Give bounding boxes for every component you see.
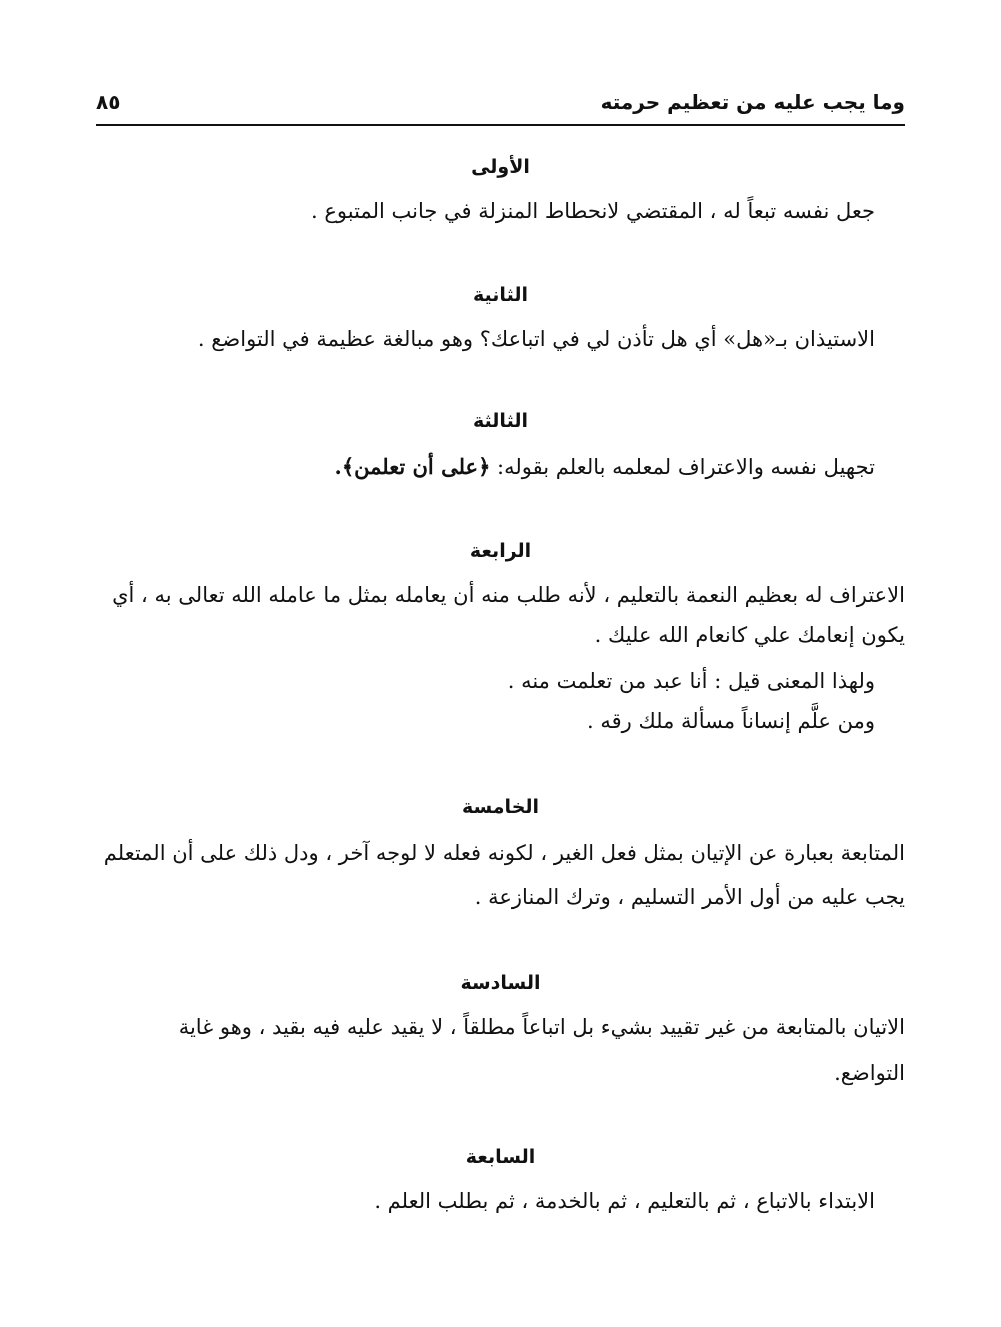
section-heading-3: الثالثة bbox=[473, 410, 528, 432]
section-4-line-2: يكون إنعامك علي كانعام الله عليك . bbox=[594, 623, 905, 647]
page-number: ٨٥ bbox=[96, 90, 121, 114]
section-2-line-1: الاستيذان بـ«هل» أي هل تأذن لي في اتباعك؟ وهو مبالغة عظيمة في التواضع . bbox=[197, 327, 875, 351]
section-4-line-1: الاعتراف له بعظيم النعمة بالتعليم ، لأنه طلب منه أن يعامله بمثل ما عامله الله تعالى به ، أي bbox=[112, 583, 905, 607]
section-6-line-1: الاتيان بالمتابعة من غير تقييد بشيء بل اتباعاً مطلقاً ، لا يقيد عليه فيه بقيد ، وهو غاية bbox=[178, 1015, 905, 1039]
section-4-line-3: ولهذا المعنى قيل : أنا عبد من تعلمت منه . bbox=[507, 669, 875, 693]
header-divider bbox=[96, 124, 905, 126]
running-header-title: وما يجب عليه من تعظيم حرمته bbox=[600, 90, 905, 114]
section-7-line-1: الابتداء بالاتباع ، ثم بالتعليم ، ثم بالخدمة ، ثم بطلب العلم . bbox=[374, 1189, 875, 1213]
section-heading-7: السابعة bbox=[465, 1146, 536, 1168]
section-5-line-1: المتابعة بعبارة عن الإتيان بمثل فعل الغير ، لكونه فعله لا لوجه آخر ، ودل ذلك على أن المتعلم bbox=[103, 841, 905, 865]
section-heading-6: السادسة bbox=[460, 972, 541, 994]
section-heading-5: الخامسة bbox=[461, 796, 540, 818]
section-6-line-2: التواضع. bbox=[834, 1061, 905, 1085]
section-3-line-1 bbox=[335, 446, 875, 488]
section-3-text: تجهيل نفسه والاعتراف لمعلمه بالعلم بقوله: bbox=[490, 455, 875, 479]
section-heading-4: الرابعة bbox=[469, 540, 532, 562]
quran-quote: ﴿على أن تعلمن﴾. bbox=[334, 454, 491, 479]
section-1-line-1: جعل نفسه تبعاً له ، المقتضي لانحطاط المنزلة في جانب المتبوع . bbox=[311, 199, 875, 223]
section-heading-2: الثانية bbox=[473, 284, 528, 306]
section-heading-1: الأولى bbox=[471, 156, 530, 178]
section-5-line-2: يجب عليه من أول الأمر التسليم ، وترك المنازعة . bbox=[474, 885, 905, 909]
section-4-line-4: ومن علَّم إنساناً مسألة ملك رقه . bbox=[587, 709, 875, 733]
